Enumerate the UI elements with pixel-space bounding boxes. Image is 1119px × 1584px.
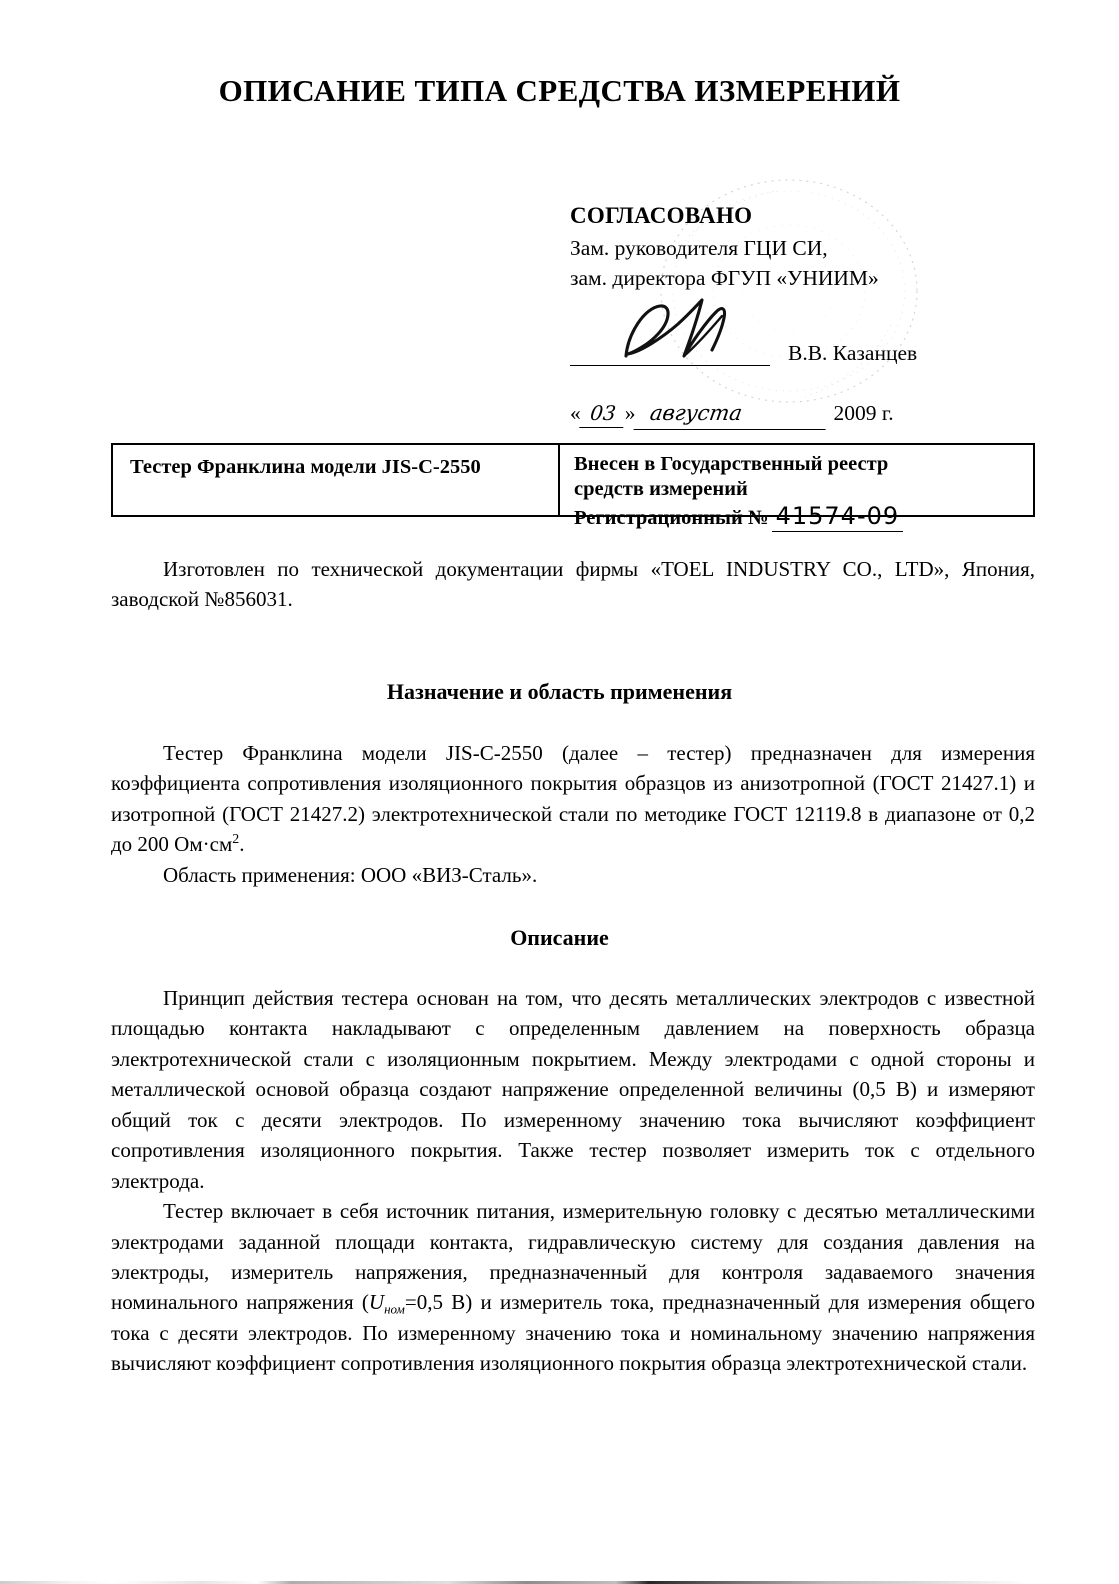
date-close-quote: » [624, 400, 636, 425]
approval-date-row [570, 398, 970, 432]
purpose-heading: Назначение и область применения [386, 679, 733, 704]
date-open-quote: « [570, 400, 581, 425]
nominal-voltage-subscript: ном [384, 1301, 405, 1317]
description-paragraph-2-part-2: =0,5 В) и измеритель тока, предназначенный для измерения общего тока с десяти электродов. По измеренному значению тока и номинальному значению напряжения вычисляют коэффициент сопротивления изоляционного покрытия образца электротехнической стали. [111, 1290, 1035, 1376]
nominal-voltage-symbol: U [368, 1290, 385, 1315]
signature-line [570, 365, 770, 366]
description-paragraph-2-part-1: Тестер включает в себя источник питания, измерительную головку с десятью металлическими электродами заданной площади контакта, гидравлическую систему для создания давления на электроды, измеритель напряжения, предназначенный для контроля задаваемого значения номинального напряжения ( [111, 1199, 1035, 1315]
approval-role-line-1: Зам. руководителя ГЦИ СИ, [570, 235, 828, 260]
handwritten-signature-icon [618, 294, 788, 372]
date-month-field: августа [633, 399, 830, 430]
purpose-block [111, 738, 1035, 890]
date-day-field: 03 [579, 399, 627, 428]
description-paragraph-1: Принцип действия тестера основан на том, что десять металлических электродов с известной площадью контакта накладывают с определенным давлением на поверхность образца электротехнической стали с изоляционным покрытием. Между электродами с одной стороны и металлической основой образца создают напряжение определенной величины (0,5 В) и измеряют общий ток с десяти электродов. По измеренному значению тока вычисляют коэффициент сопротивления изоляционного покрытия. Также тестер позволяет измерить ток с отдельного электрода. [111, 986, 1035, 1193]
approval-role-line-2: зам. директора ФГУП «УНИИМ» [570, 266, 879, 291]
registry-info-cell [560, 445, 1033, 530]
date-year: 2009 г. [833, 400, 894, 425]
purpose-superscript: 2 [232, 831, 240, 847]
registry-line-1: Внесен в Государственный реестр [574, 453, 889, 475]
description-block [111, 983, 1035, 1379]
registry-number-row [574, 502, 1033, 531]
manufacturing-paragraph: Изготовлен по технической документации фирмы «TOEL INDUSTRY CO., LTD», Япония, заводской №856031. [111, 557, 1035, 612]
approval-agreed-label: СОГЛАСОВАНО [570, 203, 753, 228]
nominal-voltage-variable [368, 1290, 405, 1317]
registry-table [111, 443, 1035, 530]
purpose-paragraph-end: . [239, 832, 245, 857]
signature-row [570, 338, 970, 372]
registry-device-name-cell: Тестер Франклина модели JIS-C-2550 [113, 445, 560, 515]
purpose-paragraph [111, 738, 1035, 860]
signer-name: В.В. Казанцев [788, 340, 918, 365]
page-title: ОПИСАНИЕ ТИПА СРЕДСТВА ИЗМЕРЕНИЙ [218, 73, 901, 108]
registry-line-2: средств измерений [574, 478, 748, 500]
registry-number-value: 41574-09 [772, 502, 904, 532]
approval-block [570, 200, 970, 432]
manufacturing-block [111, 554, 1035, 615]
description-paragraph-2 [111, 1196, 1035, 1379]
purpose-application-paragraph: Область применения: ООО «ВИЗ-Сталь». [163, 862, 538, 887]
purpose-paragraph-text: Тестер Франклина модели JIS-C-2550 (далее – тестер) предназначен для измерения коэффициента сопротивления изоляционного покрытия образцов из анизотропной (ГОСТ 21427.1) и изотропной (ГОСТ 21427.2) электротехнической стали по методике ГОСТ 12119.8 в диапазоне от 0,2 до 200 Ом·см [111, 741, 1035, 857]
registry-number-label: Регистрационный № [574, 507, 769, 529]
description-heading: Описание [510, 925, 609, 950]
